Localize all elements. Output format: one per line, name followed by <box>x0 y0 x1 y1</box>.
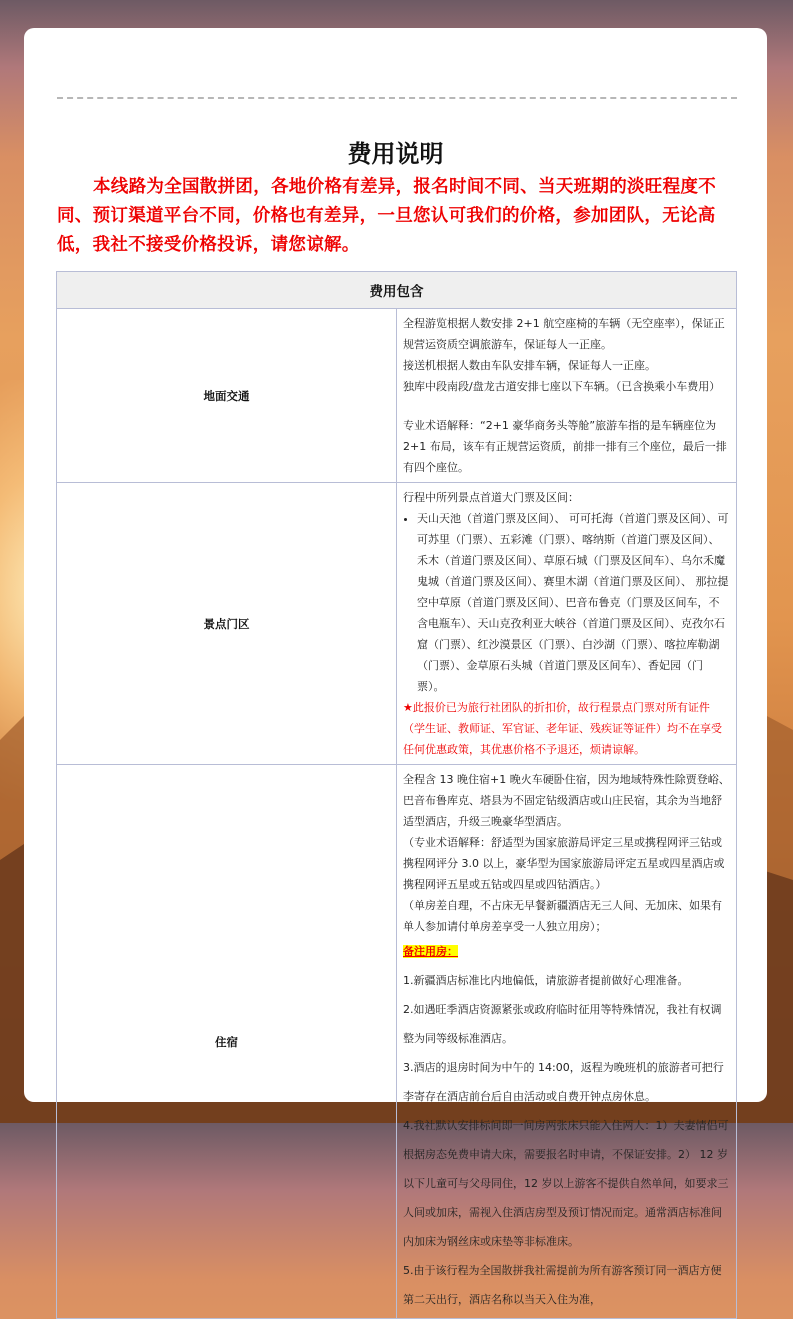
lodging-line: （单房差自理，不占床无早餐新疆酒店无三人间、无加床、如果有单人参加请付单房差享受一人独立用房）； <box>403 899 722 933</box>
table-row-tickets <box>57 483 737 765</box>
tickets-intro: 行程中所列景点首道大门票及区间： <box>403 491 579 504</box>
transport-line: 专业术语解释：“2+1 豪华商务头等舱”旅游车指的是车辆座位为 2+1 布局，该车有正规营运资质，前排一排有三个座位，最后一排有四个座位。 <box>403 419 727 474</box>
spots-list <box>403 508 730 697</box>
price-notice: 本线路为全国散拼团，各地价格有差异，报名时间不同、当天班期的淡旺程度不同、预订渠道平台不同，价格也有差异，一旦您认可我们的价格，参加团队，无论高低，我社不接受价格投诉，请您谅解。 <box>57 177 716 255</box>
dashed-divider <box>57 97 737 99</box>
transport-line: 独库中段南段/盘龙古道安排七座以下车辆。（已含换乘小车费用） <box>403 380 721 393</box>
lodging-line: （专业术语解释：舒适型为国家旅游局评定三星或携程网评三钻或携程网评分 3.0 以上，豪华型为国家旅游局评定五星或四星酒店或携程网评五星或五钻或四星或四钻酒店。） <box>403 836 725 891</box>
table-row-transport <box>57 309 737 483</box>
document-page <box>24 28 767 1306</box>
lodging-note: 3.酒店的退房时间为中午的 14:00，返程为晚班机的旅游者可把行李寄存在酒店前台后自由活动或自费开钟点房休息。 <box>403 1061 724 1103</box>
transport-line: 接送机根据人数由车队安排车辆，保证每人一正座。 <box>403 359 656 372</box>
transport-content <box>397 309 737 483</box>
row-label-tickets: 景点门区 <box>57 483 397 765</box>
table-header-row <box>57 272 737 309</box>
lodging-note: 1.新疆酒店标准比内地偏低，请旅游者提前做好心理准备。 <box>403 974 689 987</box>
lodging-note: 4.我社默认安排标间即一间房两张床只能入住两人：1）夫妻情侣可根据房态免费申请大床，需要报名时申请，不保证安排。2） 12 岁以下儿童可与父母同住，12 岁以上游客不提供自然单间，如要求三人间或加床，需视入住酒店房型及预订情况而定。通常酒店标准间内加床为钢丝床或床垫等非标准床。 <box>403 1119 729 1248</box>
lodging-content <box>397 765 737 1319</box>
fee-included-table <box>56 271 737 1319</box>
table-header: 费用包含 <box>57 272 737 309</box>
lodging-line: 全程含 13 晚住宿+1 晚火车硬卧住宿，因为地域特殊性除贾登峪、巴音布鲁库克、塔县为不固定钻级酒店或山庄民宿，其余为当地舒适型酒店，升级三晚豪华型酒店。 <box>403 773 730 828</box>
lodging-note: 5.由于该行程为全国散拼我社需提前为所有游客预订同一酒店方便第二天出行，酒店名称以当天入住为准， <box>403 1264 722 1306</box>
lodging-note: 2.如遇旺季酒店资源紧张或政府临时征用等特殊情况，我社有权调整为同等级标准酒店。 <box>403 1003 722 1045</box>
room-notes-highlight: 备注用房： <box>403 945 458 958</box>
page-title: 费用说明 <box>347 140 444 168</box>
discount-note: ★此报价已为旅行社团队的折扣价，故行程景点门票对所有证件（学生证、教师证、军官证、老年证、残疾证等证件）均不在享受任何优惠政策，其优惠价格不予退还，烦请谅解。 <box>403 701 722 756</box>
transport-line: 全程游览根据人数安排 2+1 航空座椅的车辆（无空座率），保证正规营运资质空调旅游车，保证每人一正座。 <box>403 317 725 351</box>
tickets-content <box>397 483 737 765</box>
row-label-lodging: 住宿 <box>57 765 397 1319</box>
table-row-lodging <box>57 765 737 1319</box>
row-label-transport: 地面交通 <box>57 309 397 483</box>
list-item: • 天山天池（首道门票及区间）、 可可托海（首道门票及区间）、可可苏里（门票）、五彩滩（门票）、喀纳斯（首道门票及区间）、禾木（首道门票及区间）、草原石城（门票及区间车）、乌尔禾魔鬼城（首道门票及区间）、赛里木湖（首道门票及区间）、 那拉提空中草原（首道门票及区间）、巴音布鲁克（门票及区间车，不含电瓶车）、天山克孜利亚大峡谷（首道门票及区间）、克孜尔石窟（门票）、红沙漠景区（门票）、白沙湖（门票）、喀拉库勒湖（门票）、金草原石头城（首道门票及区间车）、香妃园（门票）。 <box>417 508 730 697</box>
